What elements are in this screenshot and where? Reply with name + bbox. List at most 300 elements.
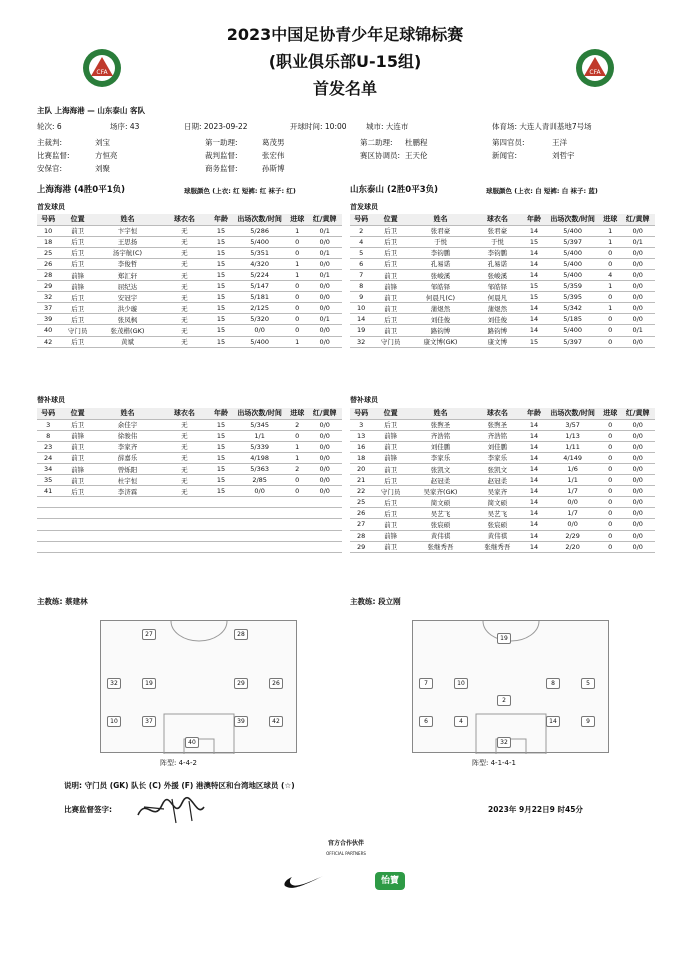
table-cell: 14 bbox=[529, 304, 539, 313]
table-cell: 15 bbox=[216, 476, 226, 485]
supervisor-signature bbox=[134, 793, 209, 827]
player-jersey-icon: 29 bbox=[234, 678, 248, 689]
table-cell: 1 bbox=[295, 259, 300, 268]
table-cell: 邹皓铎 bbox=[487, 282, 508, 291]
column-header: 球衣名 bbox=[486, 215, 508, 224]
empty-cell bbox=[307, 530, 342, 541]
table-cell: 5/395 bbox=[563, 293, 582, 302]
table-row bbox=[350, 508, 655, 519]
player-jersey-icon: 6 bbox=[419, 716, 433, 727]
official-role: 裁判监督: bbox=[205, 151, 238, 160]
home-coach: 主教练: 蔡建林 bbox=[37, 597, 88, 606]
column-header: 球衣名 bbox=[173, 215, 195, 224]
table-cell: 1/13 bbox=[565, 431, 580, 440]
table-cell: 0 bbox=[295, 237, 300, 246]
table-cell: 4/320 bbox=[250, 259, 269, 268]
table-cell: 前卫 bbox=[71, 454, 85, 463]
empty-cell bbox=[59, 497, 96, 508]
table-cell: 0/0 bbox=[632, 304, 643, 313]
table-cell: 无 bbox=[181, 282, 188, 291]
empty-cell bbox=[287, 497, 307, 508]
table-row bbox=[350, 430, 655, 441]
table-row bbox=[350, 336, 655, 347]
official-role: 赛区协调员: bbox=[360, 151, 401, 160]
table-cell: 安冠宇 bbox=[117, 293, 138, 302]
table-cell: 20 bbox=[357, 465, 366, 474]
table-cell: 前卫 bbox=[384, 304, 398, 313]
table-cell: 张凯文 bbox=[487, 465, 508, 474]
table-cell: 1/7 bbox=[567, 509, 578, 518]
table-cell: 2/85 bbox=[252, 476, 267, 485]
table-row bbox=[350, 303, 655, 314]
partners-label-en: OFFICIAL PARTNERS bbox=[326, 851, 366, 856]
column-header: 姓名 bbox=[120, 409, 135, 418]
table-cell: 何晨凡 bbox=[487, 293, 508, 302]
table-row bbox=[37, 281, 342, 292]
table-cell: 1 bbox=[608, 226, 613, 235]
empty-cell bbox=[210, 497, 232, 508]
table-cell: 15 bbox=[529, 293, 539, 302]
table-cell: 0 bbox=[295, 476, 300, 485]
table-cell: 27 bbox=[357, 520, 366, 529]
table-row bbox=[350, 225, 655, 236]
official-name: 孙斯博 bbox=[262, 164, 285, 173]
table-cell: 1 bbox=[608, 282, 613, 291]
table-cell: 0/0 bbox=[632, 271, 643, 280]
table-cell: 0/0 bbox=[319, 259, 330, 268]
table-cell: 孔易诺 bbox=[487, 260, 508, 269]
table-row bbox=[37, 314, 342, 325]
table-cell: 0/0 bbox=[632, 420, 643, 429]
home-starters-label: 首发球员 bbox=[37, 203, 65, 211]
table-cell: 0 bbox=[295, 487, 300, 496]
table-cell: 0 bbox=[295, 326, 300, 335]
table-cell: 于悦 bbox=[433, 238, 447, 247]
table-cell: 1/1 bbox=[254, 431, 265, 440]
table-cell: 无 bbox=[181, 443, 188, 452]
table-cell: 0 bbox=[608, 431, 613, 440]
table-cell: 10 bbox=[44, 226, 53, 235]
table-row bbox=[37, 247, 342, 258]
table-cell: 0/0 bbox=[319, 476, 330, 485]
home-formation-pitch bbox=[100, 620, 297, 753]
empty-cell bbox=[159, 541, 210, 552]
official-role: 比赛监督: bbox=[37, 151, 70, 160]
table-cell: 1 bbox=[295, 453, 300, 462]
table-cell: 后卫 bbox=[71, 487, 85, 496]
table-cell: 0/1 bbox=[319, 226, 330, 235]
table-cell: 4/198 bbox=[250, 453, 269, 462]
official-role: 第四官员: bbox=[492, 138, 525, 147]
table-cell: 0/0 bbox=[319, 431, 330, 440]
table-cell: 16 bbox=[357, 442, 366, 451]
table-cell: 18 bbox=[357, 453, 366, 462]
table-cell: 15 bbox=[529, 237, 539, 246]
table-cell: 0 bbox=[608, 487, 613, 496]
official-name: 刘宝 bbox=[95, 138, 110, 147]
table-cell: 18 bbox=[44, 237, 53, 246]
table-cell: 路钧博 bbox=[487, 326, 508, 335]
table-cell: 0/0 bbox=[632, 498, 643, 507]
table-cell: 1 bbox=[295, 337, 300, 346]
table-cell: 李家齐 bbox=[117, 443, 138, 452]
table-cell: 0 bbox=[608, 531, 613, 540]
table-cell: 齐浩铭 bbox=[487, 432, 508, 441]
table-cell: 无 bbox=[181, 421, 188, 430]
table-cell: 19 bbox=[357, 326, 366, 335]
table-cell: 14 bbox=[529, 498, 539, 507]
player-jersey-icon: 26 bbox=[269, 678, 283, 689]
table-cell: 后卫 bbox=[71, 249, 85, 258]
column-header: 姓名 bbox=[433, 215, 448, 224]
player-jersey-icon: 14 bbox=[546, 716, 560, 727]
table-cell: 0/0 bbox=[632, 442, 643, 451]
empty-cell bbox=[287, 541, 307, 552]
table-cell: 14 bbox=[529, 465, 539, 474]
table-cell: 吴艺飞 bbox=[430, 509, 451, 518]
table-cell: 5/224 bbox=[250, 271, 269, 280]
table-cell: 前卫 bbox=[384, 271, 398, 280]
empty-cell bbox=[307, 541, 342, 552]
table-cell: 5/181 bbox=[250, 293, 269, 302]
table-cell: 前卫 bbox=[384, 443, 398, 452]
table-cell: 15 bbox=[216, 431, 226, 440]
table-cell: 无 bbox=[181, 304, 188, 313]
table-cell: 前卫 bbox=[384, 326, 398, 335]
table-cell: 26 bbox=[357, 509, 366, 518]
table-cell: 0/0 bbox=[632, 542, 643, 551]
official-name: 张宏伟 bbox=[262, 151, 285, 160]
table-cell: 0/0 bbox=[319, 293, 330, 302]
table-cell: 14 bbox=[529, 531, 539, 540]
empty-cell bbox=[59, 508, 96, 519]
column-header: 进球 bbox=[603, 409, 618, 418]
table-cell: 14 bbox=[529, 509, 539, 518]
table-cell: 14 bbox=[529, 487, 539, 496]
table-cell: 简文硕 bbox=[430, 498, 451, 507]
table-cell: 前卫 bbox=[384, 293, 398, 302]
table-cell: 余佳宇 bbox=[117, 421, 138, 430]
table-cell: 赵冠柔 bbox=[430, 476, 451, 485]
table-cell: 15 bbox=[216, 304, 226, 313]
table-cell: 0/0 bbox=[319, 420, 330, 429]
table-cell: 0 bbox=[295, 315, 300, 324]
table-cell: 14 bbox=[357, 315, 366, 324]
player-jersey-icon: 19 bbox=[497, 633, 511, 644]
table-row bbox=[37, 441, 342, 452]
table-cell: 前卫 bbox=[384, 543, 398, 552]
table-cell: 后卫 bbox=[384, 315, 398, 324]
table-cell: 后卫 bbox=[71, 421, 85, 430]
table-cell: 0 bbox=[608, 542, 613, 551]
table-cell: 2 bbox=[359, 226, 364, 235]
table-row bbox=[37, 236, 342, 247]
empty-cell bbox=[159, 508, 210, 519]
table-cell: 康文博(GK) bbox=[423, 338, 458, 347]
table-cell: 无 bbox=[181, 454, 188, 463]
table-cell: 15 bbox=[529, 282, 539, 291]
table-cell: 郑汇轩 bbox=[117, 271, 138, 280]
table-cell: 后卫 bbox=[384, 509, 398, 518]
table-header-row bbox=[37, 214, 342, 225]
table-cell: 0/0 bbox=[319, 465, 330, 474]
table-cell: 10 bbox=[357, 304, 366, 313]
table-cell: 前卫 bbox=[71, 476, 85, 485]
table-cell: 前锋 bbox=[71, 432, 85, 441]
page-title: 2023中国足协青少年足球锦标赛 bbox=[226, 25, 464, 44]
empty-cell bbox=[159, 530, 210, 541]
table-cell: 15 bbox=[216, 337, 226, 346]
table-cell: 9 bbox=[359, 293, 364, 302]
table-cell: 张君豪 bbox=[430, 227, 451, 236]
table-cell: 李济霖 bbox=[117, 487, 138, 496]
table-cell: 14 bbox=[529, 248, 539, 257]
table-cell: 22 bbox=[357, 487, 366, 496]
table-row bbox=[350, 281, 655, 292]
table-cell: 28 bbox=[357, 531, 366, 540]
official-role: 第二助理: bbox=[360, 138, 393, 147]
table-cell: 0 bbox=[295, 248, 300, 257]
table-cell: 15 bbox=[216, 442, 226, 451]
table-cell: 李钧鹏 bbox=[487, 249, 508, 258]
player-jersey-icon: 37 bbox=[142, 716, 156, 727]
table-cell: 41 bbox=[44, 487, 53, 496]
away-team-name: 山东泰山 (2胜0平3负) bbox=[350, 185, 438, 195]
home-team-name: 上海海港 (4胜0平1负) bbox=[37, 185, 125, 195]
table-row bbox=[350, 541, 655, 552]
official-role: 第一助理: bbox=[205, 138, 238, 147]
table-cell: 5/400 bbox=[563, 226, 582, 235]
table-cell: 32 bbox=[357, 337, 366, 346]
table-cell: 0 bbox=[295, 282, 300, 291]
table-cell: 8 bbox=[359, 282, 364, 291]
table-row bbox=[37, 303, 342, 314]
away-subs-table bbox=[350, 408, 655, 553]
match-title: 主队 上海海港 — 山东泰山 客队 bbox=[37, 106, 145, 115]
table-cell: 前锋 bbox=[384, 532, 398, 541]
table-header-row bbox=[350, 408, 655, 419]
official-role: 安保官: bbox=[37, 164, 63, 173]
svg-text:CFA: CFA bbox=[589, 69, 601, 76]
table-cell: 5/351 bbox=[250, 248, 269, 257]
table-cell: 15 bbox=[216, 226, 226, 235]
table-cell: 15 bbox=[216, 453, 226, 462]
table-cell: 2 bbox=[295, 420, 300, 429]
table-cell: 15 bbox=[216, 271, 226, 280]
table-cell: 刘佳俊 bbox=[487, 315, 508, 324]
venue: 体育场: 大连人青训基地7号场 bbox=[492, 122, 592, 131]
player-jersey-icon: 2 bbox=[497, 695, 511, 706]
player-jersey-icon: 28 bbox=[234, 629, 248, 640]
home-formation: 阵型: 4-4-2 bbox=[160, 759, 197, 767]
player-jersey-icon: 7 bbox=[419, 678, 433, 689]
column-header: 红/黄牌 bbox=[625, 409, 650, 418]
table-row bbox=[350, 497, 655, 508]
column-header: 年龄 bbox=[213, 409, 228, 418]
table-cell: 薛嘉乐 bbox=[117, 454, 138, 463]
table-row bbox=[37, 225, 342, 236]
table-row bbox=[350, 441, 655, 452]
table-cell: 张峻溪 bbox=[487, 271, 508, 280]
table-cell: 3 bbox=[46, 420, 51, 429]
player-jersey-icon: 19 bbox=[142, 678, 156, 689]
official-role: 新闻官: bbox=[492, 151, 518, 160]
table-cell: 张君豪 bbox=[487, 227, 508, 236]
table-cell: 6 bbox=[359, 259, 364, 268]
table-row bbox=[350, 236, 655, 247]
column-header: 年龄 bbox=[213, 215, 228, 224]
table-cell: 后卫 bbox=[384, 260, 398, 269]
table-cell: 1 bbox=[295, 271, 300, 280]
table-cell: 14 bbox=[529, 431, 539, 440]
table-cell: 汤宇航(C) bbox=[112, 249, 143, 258]
table-cell: 卞宇恒 bbox=[117, 227, 138, 236]
table-cell: 0 bbox=[608, 315, 613, 324]
table-row bbox=[37, 519, 342, 530]
table-cell: 前锋 bbox=[384, 454, 398, 463]
table-cell: 0/0 bbox=[319, 326, 330, 335]
table-cell: 5/400 bbox=[250, 237, 269, 246]
page-subtitle: (职业俱乐部U-15组) bbox=[268, 52, 422, 71]
table-row bbox=[37, 452, 342, 463]
table-cell: 张凯文 bbox=[430, 465, 451, 474]
table-cell: 5/397 bbox=[563, 337, 582, 346]
table-cell: 后卫 bbox=[71, 293, 85, 302]
table-row bbox=[350, 530, 655, 541]
table-cell: 无 bbox=[181, 338, 188, 347]
away-starters-table bbox=[350, 214, 655, 348]
table-row bbox=[350, 475, 655, 486]
player-jersey-icon: 42 bbox=[269, 716, 283, 727]
table-cell: 35 bbox=[44, 476, 53, 485]
table-cell: 黄斌 bbox=[120, 338, 134, 347]
table-cell: 0/0 bbox=[632, 337, 643, 346]
table-cell: 无 bbox=[181, 432, 188, 441]
table-cell: 0/1 bbox=[319, 248, 330, 257]
table-cell: 齐浩铭 bbox=[430, 432, 451, 441]
table-cell: 29 bbox=[357, 542, 366, 551]
column-header: 出场次数/时间 bbox=[550, 409, 595, 418]
table-row bbox=[37, 486, 342, 497]
table-cell: 0/0 bbox=[319, 337, 330, 346]
table-cell: 0/0 bbox=[319, 453, 330, 462]
column-header: 号码 bbox=[41, 215, 56, 224]
empty-cell bbox=[37, 519, 59, 530]
official-name: 葛茂男 bbox=[262, 138, 285, 147]
table-cell: 路钧博 bbox=[430, 326, 451, 335]
table-cell: 0/0 bbox=[632, 520, 643, 529]
table-cell: 14 bbox=[529, 259, 539, 268]
table-cell: 0/0 bbox=[632, 282, 643, 291]
table-cell: 0 bbox=[608, 293, 613, 302]
player-jersey-icon: 39 bbox=[234, 716, 248, 727]
table-cell: 0 bbox=[608, 465, 613, 474]
table-cell: 0/0 bbox=[567, 520, 578, 529]
table-row bbox=[350, 258, 655, 269]
empty-cell bbox=[210, 519, 232, 530]
column-header: 球衣名 bbox=[173, 409, 195, 418]
player-jersey-icon: 32 bbox=[107, 678, 121, 689]
table-cell: 15 bbox=[216, 487, 226, 496]
table-cell: 4/149 bbox=[563, 453, 582, 462]
empty-cell bbox=[232, 541, 287, 552]
table-cell: 5/320 bbox=[250, 315, 269, 324]
empty-cell bbox=[210, 541, 232, 552]
partners-label: 官方合作伙伴 bbox=[327, 840, 364, 847]
table-cell: 张宸硕 bbox=[487, 520, 508, 529]
table-cell: 0 bbox=[608, 420, 613, 429]
table-row bbox=[350, 292, 655, 303]
table-cell: 0/1 bbox=[632, 237, 643, 246]
table-cell: 黄伟祺 bbox=[430, 532, 451, 541]
table-cell: 后卫 bbox=[384, 238, 398, 247]
table-cell: 前锋 bbox=[71, 271, 85, 280]
empty-cell bbox=[287, 530, 307, 541]
table-cell: 0/0 bbox=[632, 531, 643, 540]
table-cell: 7 bbox=[359, 271, 364, 280]
empty-cell bbox=[307, 519, 342, 530]
empty-cell bbox=[96, 541, 159, 552]
table-cell: 0 bbox=[608, 326, 613, 335]
table-cell: 张继秀吾 bbox=[484, 543, 511, 552]
table-cell: 后卫 bbox=[384, 249, 398, 258]
empty-cell bbox=[59, 519, 96, 530]
table-cell: 李家乐 bbox=[487, 454, 508, 463]
table-cell: 前卫 bbox=[384, 520, 398, 529]
player-jersey-icon: 10 bbox=[454, 678, 468, 689]
table-cell: 15 bbox=[216, 293, 226, 302]
table-cell: 0/0 bbox=[567, 498, 578, 507]
table-row bbox=[37, 258, 342, 269]
home-kit-colors: 球服颜色 (上衣: 红 短裤: 红 袜子: 红) bbox=[184, 187, 296, 195]
table-cell: 无 bbox=[181, 476, 188, 485]
page-heading: 首发名单 bbox=[312, 79, 377, 98]
table-row bbox=[350, 452, 655, 463]
table-cell: 0 bbox=[608, 453, 613, 462]
table-cell: 5/397 bbox=[563, 237, 582, 246]
table-cell: 0/0 bbox=[632, 476, 643, 485]
official-name: 杜鹏程 bbox=[405, 138, 428, 147]
table-cell: 0 bbox=[608, 498, 613, 507]
table-cell: 后卫 bbox=[71, 238, 85, 247]
table-cell: 15 bbox=[216, 282, 226, 291]
table-cell: 1 bbox=[295, 226, 300, 235]
table-cell: 无 bbox=[181, 465, 188, 474]
column-header: 进球 bbox=[603, 215, 618, 224]
table-cell: 张茂楷(GK) bbox=[110, 326, 145, 335]
table-cell: 5/400 bbox=[563, 259, 582, 268]
table-cell: 5 bbox=[359, 248, 364, 257]
table-cell: 屈纪达 bbox=[117, 282, 138, 291]
table-cell: 40 bbox=[44, 326, 53, 335]
column-header: 年龄 bbox=[526, 215, 541, 224]
table-cell: 0/0 bbox=[319, 237, 330, 246]
table-cell: 后卫 bbox=[384, 227, 398, 236]
table-cell: 0 bbox=[295, 304, 300, 313]
table-cell: 0/0 bbox=[319, 442, 330, 451]
table-cell: 0 bbox=[608, 337, 613, 346]
table-row bbox=[37, 497, 342, 508]
kickoff-time: 开球时间: 10:00 bbox=[290, 122, 347, 131]
table-cell: 0/0 bbox=[254, 487, 265, 496]
table-row bbox=[350, 247, 655, 258]
table-row bbox=[37, 463, 342, 474]
table-cell: 5/185 bbox=[563, 315, 582, 324]
table-cell: 13 bbox=[357, 431, 366, 440]
table-cell: 15 bbox=[216, 237, 226, 246]
table-cell: 5/359 bbox=[563, 282, 582, 291]
player-jersey-icon: 32 bbox=[497, 737, 511, 748]
